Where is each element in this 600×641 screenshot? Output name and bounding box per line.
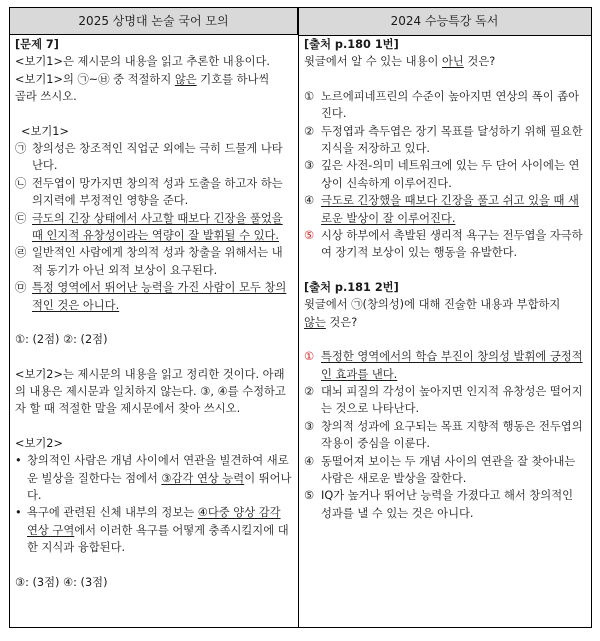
right-column-header: 2024 수능특강 독서 [298,8,591,36]
option-mark: ⑤ [304,489,315,503]
intro2-paragraph: <보기2>는 제시문의 내용을 읽고 정리한 것이다. 아래의 내용은 제시문과 일치하지 않는다. ③, ④를 수정하고자 할 때 적절한 말을 제시문에서 찾아 쓰시오. [15,367,286,416]
intro-line [15,71,293,88]
left-column-header: 2025 상명대 논술 국어 모의 [10,8,298,35]
bullet-item [15,504,293,556]
right-column [304,36,587,522]
question-line [304,314,587,331]
bullet-item [15,452,293,504]
bullet-text-part: 이 뛰어나다. [27,471,292,502]
intro-text: <보기1>의 ㉠~㉥ 중 적절하지 [15,72,175,86]
list-item [15,175,293,210]
answer-option [304,88,587,123]
comparison-table [9,7,592,628]
list-item [15,210,293,245]
question-line [304,53,587,70]
option-text: 두정엽과 측두엽은 장기 목표를 달성하기 위해 필요한 지식을 저장하고 있다. [321,124,583,156]
question-text: 것은? [463,55,496,69]
problem-label: [문제 7] [15,38,59,51]
intro-line: 골라 쓰시오. [15,90,77,104]
answer-option [304,418,587,453]
option-text: 깊은 사전-의미 네트워크에 있는 두 단어 사이에는 연상이 신속하게 이루어진다. [321,159,580,190]
intro-text: 기호를 하나씩 [196,72,270,86]
answer-option [304,487,587,522]
bullet-text [27,504,293,556]
item-mark: ㉠ [15,142,27,156]
option-text: 창의적 성과에 요구되는 목표 지향적 행동은 전두엽의 작용이 중심을 이룬다. [321,419,583,451]
answer-line: ①: (2점) ②: (2점) [15,333,108,347]
option-text: IQ가 높거나 뛰어난 능력을 가졌다고 해서 창의적인 성과를 낼 수 있는 것은 아니다. [321,489,574,520]
option-text: 동떨어져 보이는 두 개념 사이의 연관을 잘 찾아내는 사람은 새로운 발상을 잘한다. [321,454,576,485]
option-text: 대뇌 피질의 각성이 높아지면 인지적 유창성은 떨어지는 것으로 나타난다. [321,384,583,416]
item-mark: ㉡ [15,176,27,190]
item-text: 극도의 긴장 상태에서 사고할 때보다 긴장을 풀었을 때 인지적 유창성이라는 역량이 잘 발휘될 수 있다. [32,211,283,243]
item-text: 일반적인 사람에게 창의적 성과 창출을 위해서는 내적 동기가 아닌 외적 보상이 요구된다. [32,246,283,277]
bullet-text [27,452,293,504]
bullet-text-part: 창의적인 사람은 개념 사이에서 연관을 빌견하여 새로운 빌상을 질한다는 점에서 [27,454,289,485]
box2-label: <보기2> [15,436,63,450]
intro-line: <보기1>은 제시문의 내용을 읽고 추론한 내용이다. [15,55,271,69]
list-item [15,279,293,314]
list-item [15,140,293,175]
option-text: 시상 하부에서 촉발된 생리적 욕구는 전두엽을 자극하여 장기적 보상이 있는 행동을 유발한다. [321,229,583,260]
answer-option [304,348,587,383]
emphasis-text: ④다중 양상 감각 연상 구역 [27,506,281,537]
box1-label: <보기1> [21,124,69,138]
answer-option [304,227,587,262]
answer-option [304,123,587,158]
option-text: 특정한 영역에서의 학습 부진이 창의성 발휘에 긍정적인 효과를 낸다. [321,350,583,381]
emphasis-text: 않은 [174,72,197,86]
question-line: 윗글에서 ㉠(창의성)에 대해 진술한 내용과 부합하지 [304,298,561,312]
item-text: 전두엽이 망가지면 창의적 성과 도출을 하고자 하는 의지력에 부정적인 영향을 준다. [32,176,283,208]
source-label: [출처 p.181 2번] [304,280,399,294]
left-column [15,36,293,591]
source-label: [출처 p.180 1번] [304,38,399,51]
emphasis-text: ③감각 연상 능력 [161,471,245,485]
item-text: 창의성은 창조적인 직업군 외에는 극히 드물게 나타난다. [32,142,283,173]
answer-line: ③: (3점) ④: (3점) [15,575,108,589]
bullet-text-part: 욕구에 관련된 신체 내부의 정보는 [27,506,198,520]
option-mark: ③ [304,159,315,173]
option-mark-correct: ⑤ [304,229,315,243]
item-mark: ㉤ [15,281,27,295]
option-text: 노르에피네프린의 수준이 높아지면 연상의 폭이 좁아진다. [321,89,580,121]
question-text: 윗글에서 알 수 있는 내용이 [304,55,442,69]
option-mark: ② [304,124,315,138]
bullet-dot: • [15,454,22,468]
option-mark: ④ [304,454,315,468]
option-mark: ① [304,89,315,103]
emphasis-text: 아닌 [442,55,464,69]
answer-option [304,192,587,227]
bullet-text-part: 에서 이러한 욕구를 어떻게 충족시킬지에 대한 지식과 융합된다. [27,523,289,555]
bullet-dot: • [15,506,22,520]
item-mark: ㉢ [15,211,27,225]
item-mark: ㉣ [15,246,27,260]
option-text: 극도로 긴장했을 때보다 긴장을 풀고 쉬고 있을 때 새로운 발상이 잘 이루어진다. [321,194,579,225]
emphasis-text: 않는 [304,315,326,329]
option-mark: ② [304,384,315,398]
option-mark: ④ [304,194,315,208]
question-text: 것은? [325,315,358,329]
answer-option [304,383,587,418]
option-mark-correct: ① [304,350,315,364]
answer-option [304,157,587,192]
column-divider [298,8,299,627]
answer-option [304,453,587,488]
list-item [15,244,293,279]
option-mark: ③ [304,419,315,433]
item-text: 특정 영역에서 뛰어난 능력을 가진 사람이 모두 창의적인 것은 아니다. [32,281,287,312]
